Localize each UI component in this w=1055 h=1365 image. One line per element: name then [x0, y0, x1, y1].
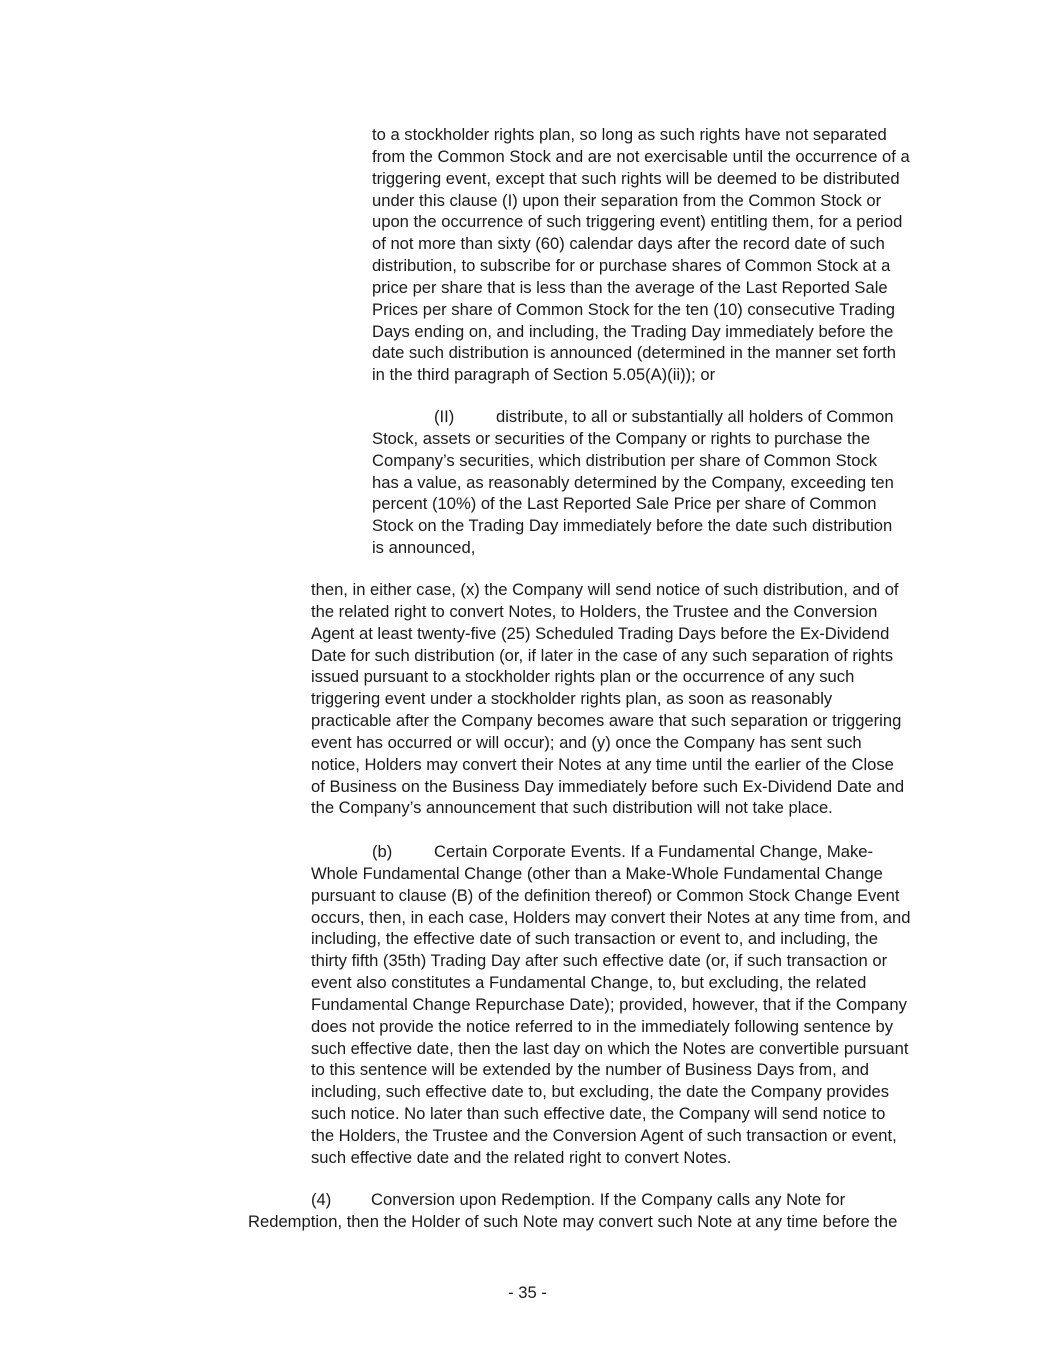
text-line: Stock on the Trading Day immediately before the date such distribution [372, 516, 893, 536]
text-line: the Holders, the Trustee and the Conversion Agent of such transaction or event, [311, 1125, 897, 1145]
text-line: Prices per share of Common Stock for the ten (10) consecutive Trading [372, 299, 895, 319]
text-line: Whole Fundamental Change (other than a Make-Whole Fundamental Change [311, 863, 883, 883]
text-line: price per share that is less than the average of the Last Reported Sale [372, 277, 888, 297]
text-line: Agent at least twenty-five (25) Scheduled Trading Days before the Ex-Dividend [311, 623, 890, 643]
page-number: - 35 - [508, 1283, 547, 1302]
text-line: does not provide the notice referred to in the immediately following sentence by [311, 1016, 894, 1036]
text-line: of Business on the Business Day immediately before such Ex-Dividend Date and [311, 776, 905, 796]
section-b [311, 841, 911, 1169]
text-line: Stock, assets or securities of the Company or rights to purchase the [372, 428, 871, 448]
text-line: Company’s securities, which distribution per share of Common Stock [372, 450, 878, 470]
text-line: such notice. No later than such effective date, the Company will send notice to [311, 1104, 886, 1124]
text-line: Redemption, then the Holder of such Note may convert such Note at any time before the [248, 1211, 898, 1231]
text-line: including, the effective date of such transaction or event to, and including, the [311, 929, 879, 949]
text-line: to this sentence will be extended by the number of Business Days from, and [311, 1060, 870, 1080]
text-line: is announced, [372, 538, 476, 558]
text-line: notice, Holders may convert their Notes at any time until the earlier of the Close [311, 754, 894, 774]
text-line: including, such effective date to, but excluding, the date the Company provides [311, 1082, 890, 1102]
text-line: percent (10%) of the Last Reported Sale Price per share of Common [372, 494, 877, 514]
text-line: Fundamental Change Repurchase Date); provided, however, that if the Company [311, 994, 907, 1014]
text-line: Conversion upon Redemption. If the Company calls any Note for [371, 1190, 846, 1209]
text-line: the related right to convert Notes, to Holders, the Trustee and the Conversion [311, 601, 878, 621]
section-4-first-line [248, 1189, 897, 1211]
text-line: Days ending on, and including, the Trading Day immediately before the [372, 321, 894, 341]
text-line: thirty fifth (35th) Trading Day after such effective date (or, if such transaction or [311, 951, 888, 971]
text-line: distribute, to all or substantially all holders of Common [496, 407, 894, 426]
text-line: pursuant to clause (B) of the definition thereof) or Common Stock Change Event [311, 885, 900, 905]
text-line: issued pursuant to a stockholder rights plan or the occurrence of any such [311, 667, 855, 687]
section-4 [248, 1189, 897, 1233]
section-b-first-line [311, 841, 911, 863]
text-line: to a stockholder rights plan, so long as such rights have not separated [372, 125, 887, 144]
clause-ii [372, 406, 894, 559]
section-b-label: (b) [372, 842, 393, 861]
text-line: the Company’s announcement that such distribution will not take place. [311, 798, 833, 818]
text-line: of not more than sixty (60) calendar days after the record date of such [372, 234, 885, 254]
text-line: event also constitutes a Fundamental Change, to, but excluding, the related [311, 973, 867, 993]
text-line: such effective date, then the last day on which the Notes are convertible pursuant [311, 1038, 909, 1058]
text-line: practicable after the Company becomes aware that such separation or triggering [311, 711, 902, 731]
text-line: from the Common Stock and are not exercisable until the occurrence of a [372, 146, 910, 166]
text-line: under this clause (I) upon their separation from the Common Stock or [372, 190, 882, 210]
text-line: then, in either case, (x) the Company will send notice of such distribution, and of [311, 580, 899, 599]
then-paragraph [311, 579, 904, 819]
clause-i-continuation [372, 124, 910, 386]
text-line: triggering event under a stockholder rights plan, as soon as reasonably [311, 689, 833, 709]
text-line: Date for such distribution (or, if later in the case of any such separation of rights [311, 645, 894, 665]
clause-ii-label: (II) [434, 407, 455, 426]
text-line: occurs, then, in each case, Holders may convert their Notes at any time from, and [311, 907, 911, 927]
text-line: upon the occurrence of such triggering event) entitling them, for a period [372, 212, 903, 232]
text-line: date such distribution is announced (determined in the manner set forth [372, 343, 896, 363]
text-line: in the third paragraph of Section 5.05(A)(ii)); or [372, 365, 716, 385]
text-line: distribution, to subscribe for or purchase shares of Common Stock at a [372, 256, 891, 276]
clause-ii-first-line [372, 406, 894, 428]
text-line: has a value, as reasonably determined by the Company, exceeding ten [372, 472, 894, 492]
text-line: event has occurred or will occur); and (y) once the Company has sent such [311, 732, 862, 752]
text-line: Certain Corporate Events. If a Fundamental Change, Make- [434, 842, 874, 861]
text-line: triggering event, except that such rights will be deemed to be distributed [372, 168, 900, 188]
text-line: such effective date and the related right to convert Notes. [311, 1147, 732, 1167]
section-4-label: (4) [311, 1190, 332, 1209]
